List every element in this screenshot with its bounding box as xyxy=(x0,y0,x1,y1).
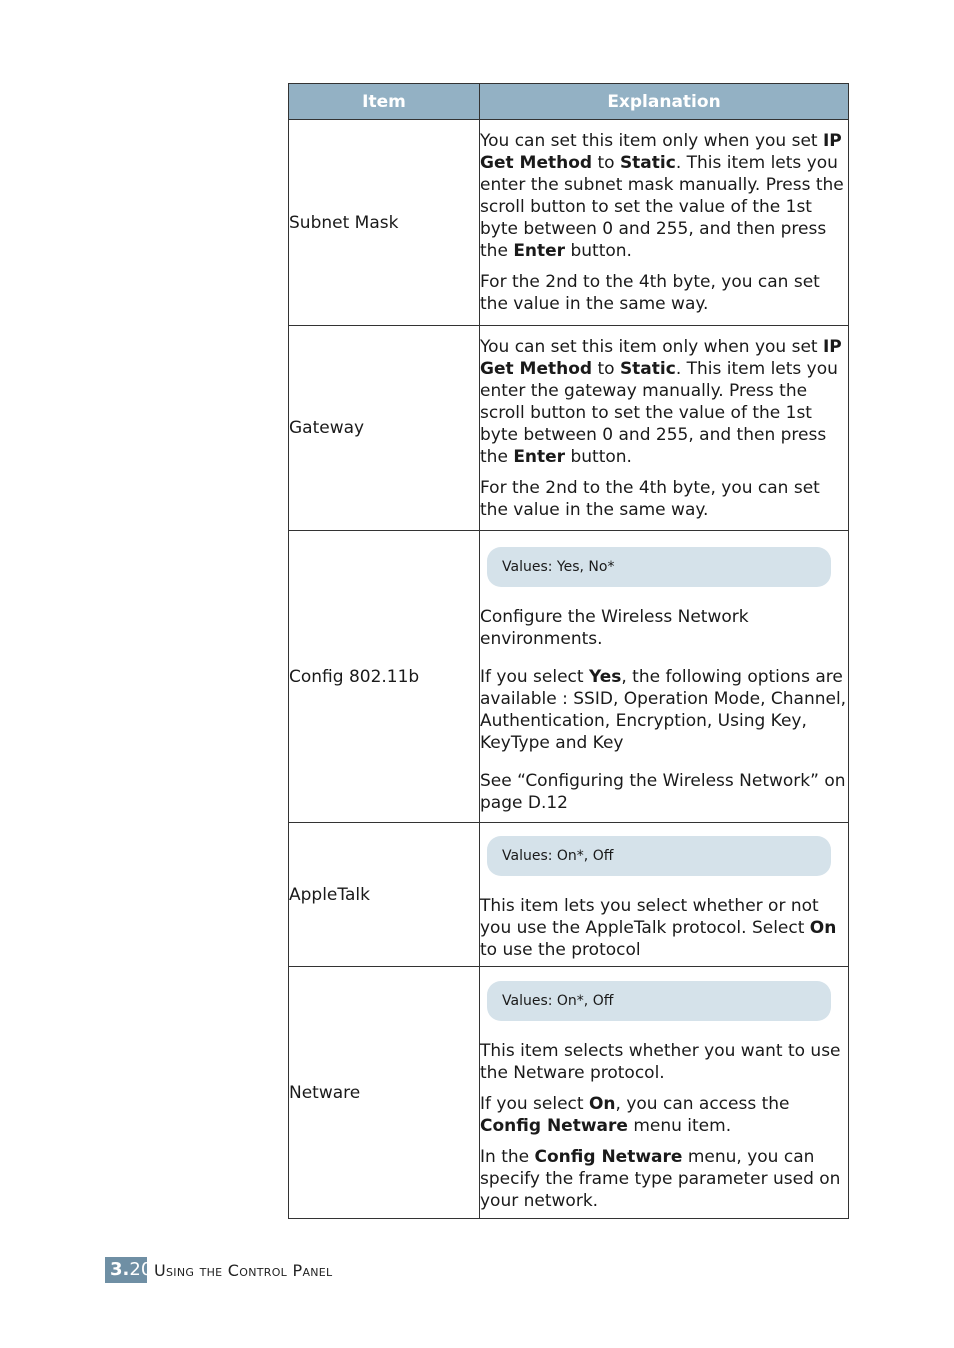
config-paragraph-2: If you select Yes, the following options are available : SSID, Operation Mode, Channel, Authentication, Encryption, Using Key, KeyType and Key xyxy=(480,667,847,753)
netware-paragraph-1: This item selects whether you want to use the Netware protocol. xyxy=(480,1041,841,1083)
explanation-gateway xyxy=(480,326,849,531)
header-explanation: Explanation xyxy=(480,84,849,120)
table-row-netware xyxy=(289,967,849,1219)
table-row-subnet-mask xyxy=(289,120,849,326)
netware-paragraph-3: In the Config Netware menu, you can specify the frame type parameter used on your network. xyxy=(480,1147,841,1211)
explanation-appletalk xyxy=(480,823,849,967)
config-paragraph-1: Configure the Wireless Network environments. xyxy=(480,607,749,649)
values-badge: Values: On*, Off xyxy=(487,981,831,1021)
values-badge: Values: Yes, No* xyxy=(487,547,831,587)
page-number-badge: 3.20 xyxy=(105,1257,147,1283)
gateway-paragraph-2: For the 2nd to the 4th byte, you can set the value in the same way. xyxy=(480,477,820,520)
settings-table xyxy=(288,83,849,1219)
page-footer xyxy=(105,1257,332,1283)
config-paragraph-3: See “Configuring the Wireless Network” on page D.12 xyxy=(480,771,846,813)
item-appletalk: AppleTalk xyxy=(289,823,480,967)
explanation-subnet-mask xyxy=(480,120,849,326)
item-netware: Netware xyxy=(289,967,480,1219)
explanation-config-80211b xyxy=(480,531,849,823)
gateway-paragraph-1: You can set this item only when you set IP Get Method to Static. This item lets you enter the gateway manually. Press the scroll button to set the value of the 1st byte between 0 and 255, and then press the Enter button. xyxy=(480,336,842,467)
item-config-80211b: Config 802.11b xyxy=(289,531,480,823)
table-row-appletalk xyxy=(289,823,849,967)
table-row-gateway xyxy=(289,326,849,531)
table-header-row xyxy=(289,84,849,120)
item-subnet-mask: Subnet Mask xyxy=(289,120,480,326)
appletalk-paragraph-1: This item lets you select whether or not you use the AppleTalk protocol. Select On to use the protocol xyxy=(480,896,837,960)
netware-paragraph-2: If you select On, you can access the Config Netware menu item. xyxy=(480,1094,790,1136)
subnet-paragraph-2: For the 2nd to the 4th byte, you can set the value in the same way. xyxy=(480,272,820,314)
table-row-config-80211b xyxy=(289,531,849,823)
explanation-netware xyxy=(480,967,849,1219)
header-item: Item xyxy=(289,84,480,120)
subnet-paragraph-1: You can set this item only when you set IP Get Method to Static. This item lets you enter the subnet mask manually. Press the scroll button to set the value of the 1st byte between 0 and 255, and then press the Enter button. xyxy=(480,131,844,261)
item-gateway: Gateway xyxy=(289,326,480,531)
footer-chapter-title: Using the Control Panel xyxy=(154,1260,333,1280)
values-badge: Values: On*, Off xyxy=(487,836,831,876)
